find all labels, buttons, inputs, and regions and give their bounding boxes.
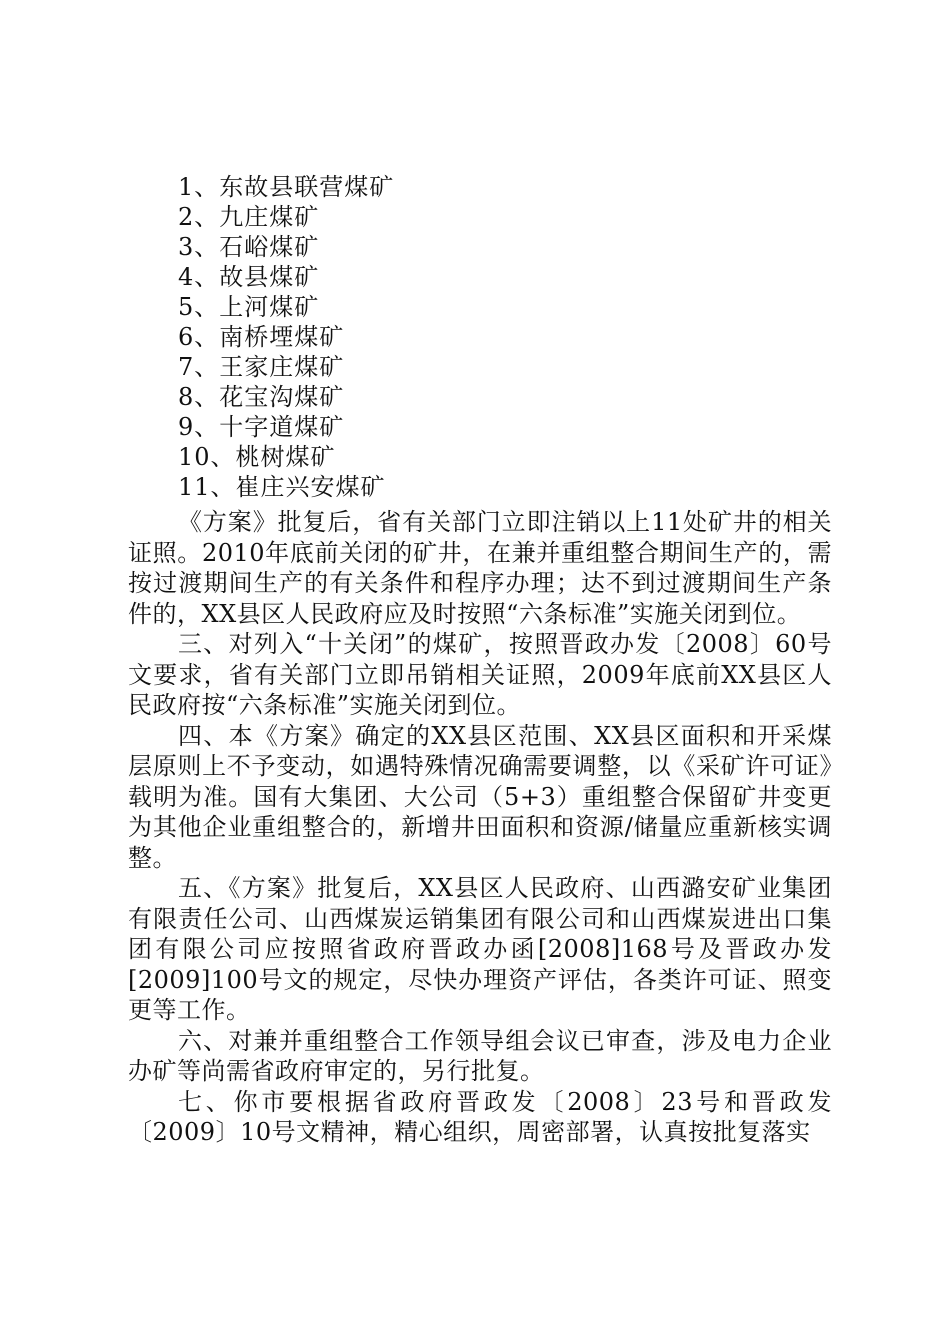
paragraph-item-3: 三、对列入“十关闭”的煤矿，按照晋政办发〔2008〕60号文要求，省有关部门立即吊销相关证照，2009年底前XX县区人民政府按“六条标准”实施关闭到位。 [128,630,832,719]
paragraph-item-6: 六、对兼并重组整合工作领导组会议已审查，涉及电力企业办矿等尚需省政府审定的，另行批复。 [128,1026,832,1085]
list-item: 7、王家庄煤矿 [178,353,345,381]
list-item: 6、南桥堙煤矿 [178,323,345,351]
list-item: 4、故县煤矿 [178,263,320,291]
list-item: 1、东故县联营煤矿 [178,173,395,201]
list-item: 11、崔庄兴安煤矿 [178,473,386,501]
list-item: 8、花宝沟煤矿 [178,383,345,411]
paragraph-license-cancellation: 《方案》批复后，省有关部门立即注销以上11处矿井的相关证照。2010年底前关闭的矿井，在兼并重组整合期间生产的，需按过渡期间生产的有关条件和程序办理；达不到过渡期间生产条件的，XX县区人民政府应及时按照“六条标准”实施关闭到位。 [128,508,832,628]
list-item: 2、九庄煤矿 [178,203,320,231]
paragraph-item-5: 五、《方案》批复后，XX县区人民政府、山西潞安矿业集团有限责任公司、山西煤炭运销集团有限公司和山西煤炭进出口集团有限公司应按照省政府晋政办函[2008]168号及晋政办发[2009]100号文的规定，尽快办理资产评估，各类许可证、照变更等工作。 [128,874,832,1024]
list-item: 5、上河煤矿 [178,293,320,321]
list-item: 9、十字道煤矿 [178,413,345,441]
list-item: 3、石峪煤矿 [178,233,320,261]
paragraph-item-7: 七、你市要根据省政府晋政发〔2008〕23号和晋政发〔2009〕10号文精神，精心组织，周密部署，认真按批复落实 [128,1087,832,1146]
list-item: 10、桃树煤矿 [178,443,336,471]
closed-mines-list [178,172,394,502]
body-text [128,507,832,1148]
paragraph-item-4: 四、本《方案》确定的XX县区范围、XX县区面积和开采煤层原则上不予变动，如遇特殊情况确需要调整，以《采矿许可证》载明为准。国有大集团、大公司（5+3）重组整合保留矿井变更为其他企业重组整合的，新增井田面积和资源/储量应重新核实调整。 [128,721,832,872]
